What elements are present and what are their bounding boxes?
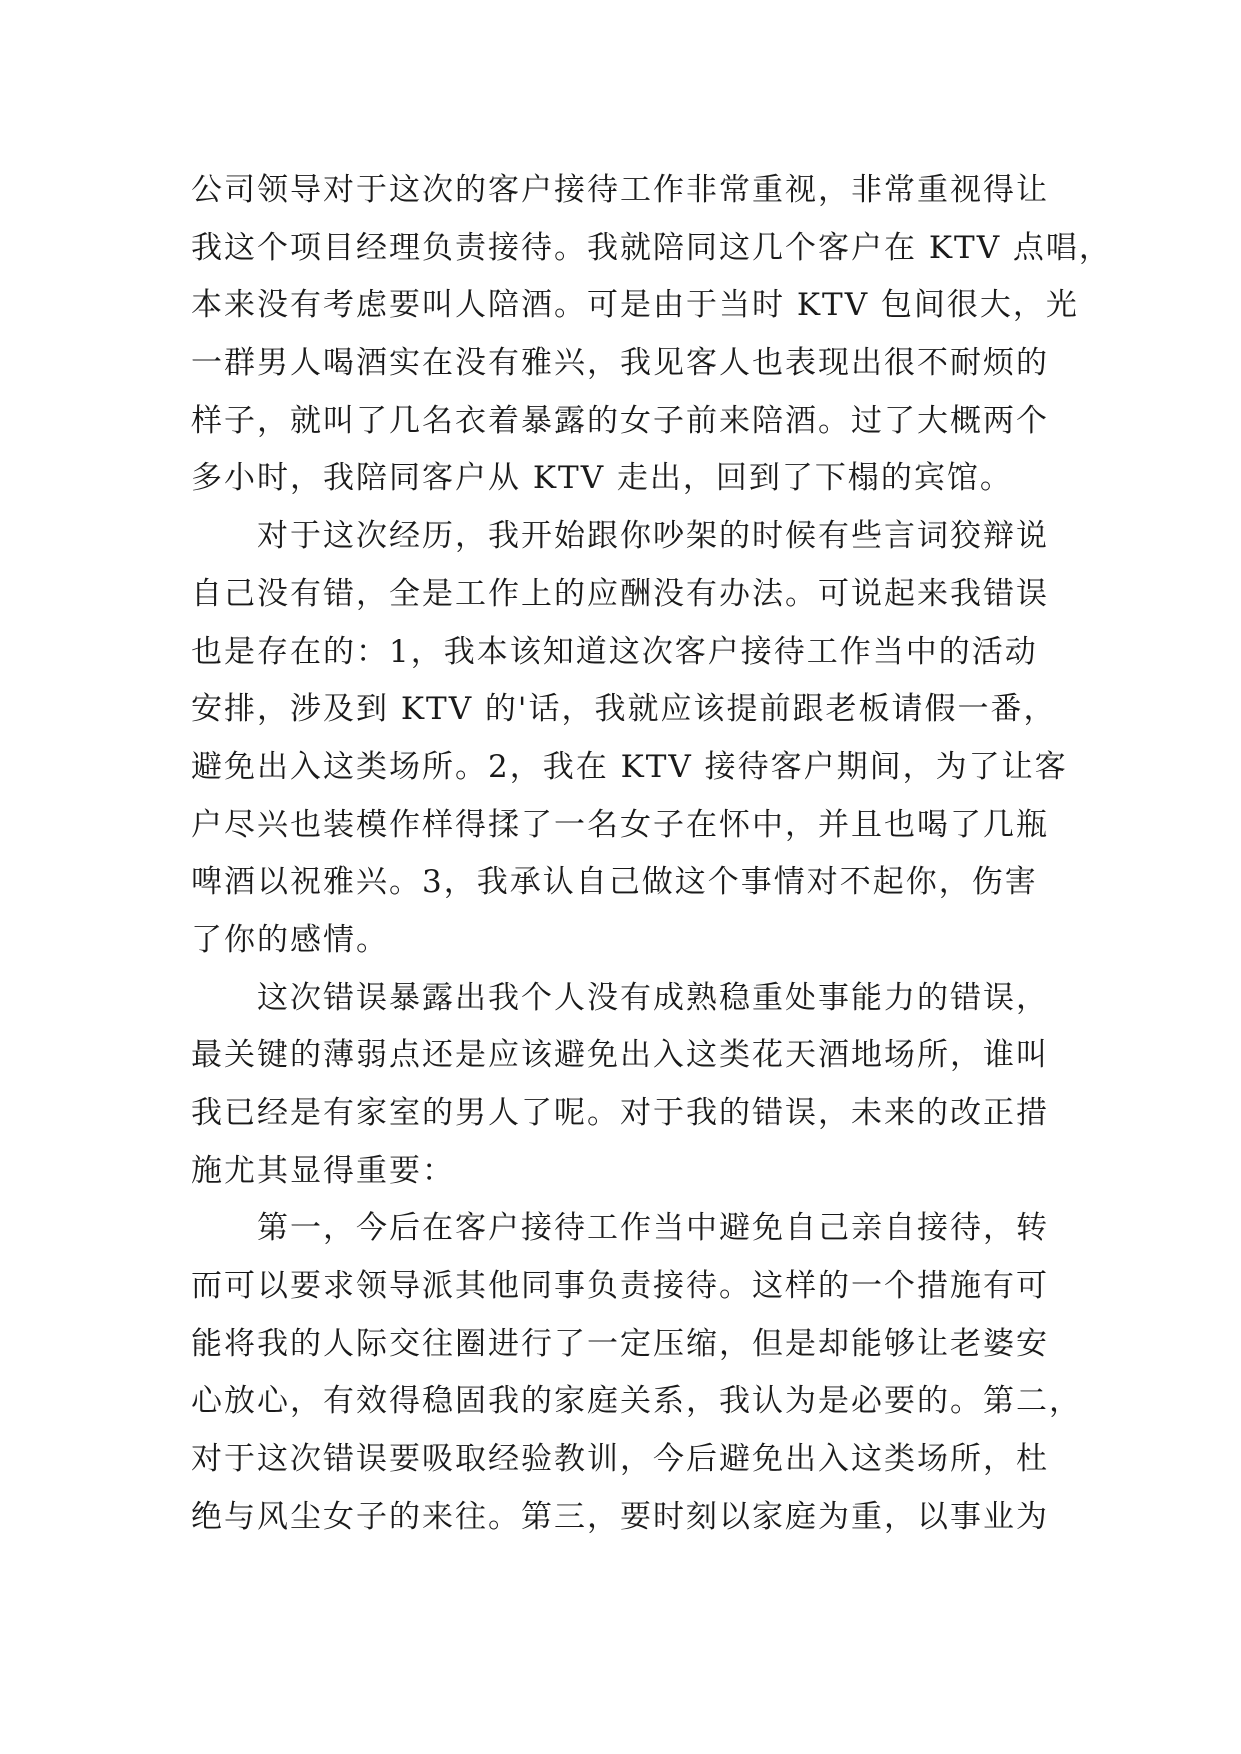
paragraph-2 bbox=[191, 508, 1068, 970]
text-line: 第一，今后在客户接待工作当中避免自己亲自接待，转 bbox=[257, 1210, 1049, 1247]
paragraph-3 bbox=[191, 970, 1053, 1201]
text-line: 最关键的薄弱点还是应该避免出入这类花天酒地场所，谁叫 bbox=[191, 1037, 1049, 1074]
document-body bbox=[191, 162, 1112, 1547]
text-line: 自己没有错，全是工作上的应酬没有办法。可说起来我错误 bbox=[191, 575, 1049, 612]
text-line: 施尤其显得重要： bbox=[191, 1152, 455, 1189]
text-line: 一群男人喝酒实在没有雅兴，我见客人也表现出很不耐烦的 bbox=[191, 345, 1049, 382]
paragraph-4 bbox=[191, 1200, 1082, 1546]
text-line: 这次错误暴露出我个人没有成熟稳重处事能力的错误， bbox=[257, 979, 1049, 1016]
text-line: 能将我的人际交往圈进行了一定压缩，但是却能够让老婆安 bbox=[191, 1325, 1049, 1362]
text-line: 我这个项目经理负责接待。我就陪同这几个客户在 KTV 点唱， bbox=[191, 229, 1112, 266]
paragraph-1 bbox=[191, 162, 1112, 508]
text-line: 样子，就叫了几名衣着暴露的女子前来陪酒。过了大概两个 bbox=[191, 402, 1049, 439]
text-line: 公司领导对于这次的客户接待工作非常重视，非常重视得让 bbox=[191, 172, 1049, 208]
text-line: 本来没有考虑要叫人陪酒。可是由于当时 KTV 包间很大，光 bbox=[191, 287, 1079, 324]
text-line: 绝与风尘女子的来往。第三，要时刻以家庭为重，以事业为 bbox=[191, 1498, 1049, 1535]
text-line: 也是存在的：1，我本该知道这次客户接待工作当中的活动 bbox=[191, 633, 1038, 670]
text-line: 安排，涉及到 KTV 的'话，我就应该提前跟老板请假一番， bbox=[191, 691, 1057, 728]
text-line: 我已经是有家室的男人了呢。对于我的错误，未来的改正措 bbox=[191, 1095, 1049, 1131]
text-line: 对于这次经历，我开始跟你吵架的时候有些言词狡辩说 bbox=[257, 518, 1049, 555]
text-line: 避免出入这类场所。2，我在 KTV 接待客户期间，为了让客 bbox=[191, 748, 1068, 785]
text-line: 对于这次错误要吸取经验教训，今后避免出入这类场所，杜 bbox=[191, 1441, 1049, 1478]
text-line: 了你的感情。 bbox=[191, 921, 389, 958]
text-line: 户尽兴也装模作样得揉了一名女子在怀中，并且也喝了几瓶 bbox=[191, 806, 1049, 843]
text-line: 多小时，我陪同客户从 KTV 走出，回到了下榻的宾馆。 bbox=[191, 460, 1013, 497]
text-line: 心放心，有效得稳固我的家庭关系，我认为是必要的。第二， bbox=[191, 1383, 1082, 1420]
text-line: 而可以要求领导派其他同事负责接待。这样的一个措施有可 bbox=[191, 1268, 1049, 1305]
text-line: 啤酒以祝雅兴。3，我承认自己做这个事情对不起你，伤害 bbox=[191, 864, 1038, 901]
